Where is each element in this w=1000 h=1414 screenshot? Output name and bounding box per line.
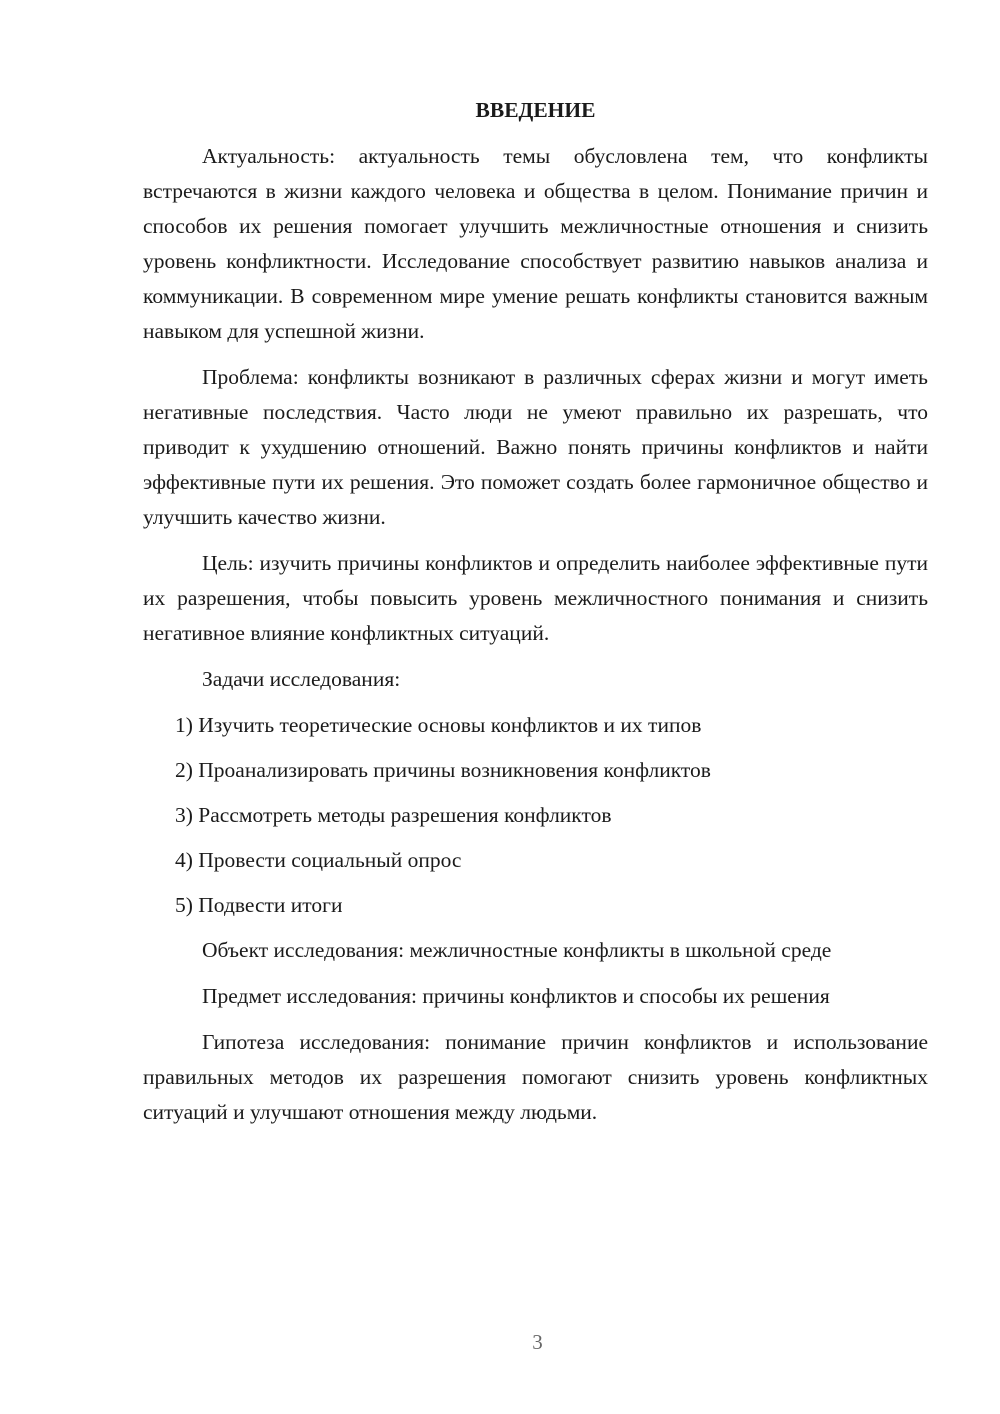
task-list [143,708,928,923]
paragraph-relevance: Актуальность: актуальность темы обусловлена тем, что конфликты встречаются в жизни каждого человека и общества в целом. Понимание причин и способов их решения помогает улучшить межличностные отношения и снизить уровень конфликтности. Исследование способствует развитию навыков анализа и коммуникации. В современном мире умение решать конфликты становится важным навыком для успешной жизни. [143,144,928,343]
task-item: 5) Подвести итоги [175,893,343,917]
paragraph-hypothesis: Гипотеза исследования: понимание причин конфликтов и использование правильных методов их разрешения помогают снизить уровень конфликтных ситуаций и улучшают отношения между людьми. [143,1030,928,1124]
task-item: 2) Проанализировать причины возникновения конфликтов [175,758,711,782]
paragraph-problem: Проблема: конфликты возникают в различных сферах жизни и могут иметь негативные последствия. Часто люди не умеют правильно их разрешать, что приводит к ухудшению отношений. Важно понять причины конфликтов и найти эффективные пути их решения. Это поможет создать более гармоничное общество и улучшить качество жизни. [143,365,928,529]
section-title: ВВЕДЕНИЕ [475,98,596,122]
paragraph-subject: Предмет исследования: причины конфликтов и способы их решения [202,984,830,1008]
paragraph-goal: Цель: изучить причины конфликтов и определить наиболее эффективные пути их разрешения, чтобы повысить уровень межличностного понимания и снизить негативное влияние конфликтных ситуаций. [143,551,928,645]
paragraph-object: Объект исследования: межличностные конфликты в школьной среде [202,938,832,962]
task-item: 1) Изучить теоретические основы конфликтов и их типов [175,713,702,737]
task-item: 3) Рассмотреть методы разрешения конфликтов [175,803,612,827]
page-number: 3 [532,1330,543,1354]
tasks-heading: Задачи исследования: [202,667,401,691]
task-item: 4) Провести социальный опрос [175,848,462,872]
page-content [143,96,928,1141]
